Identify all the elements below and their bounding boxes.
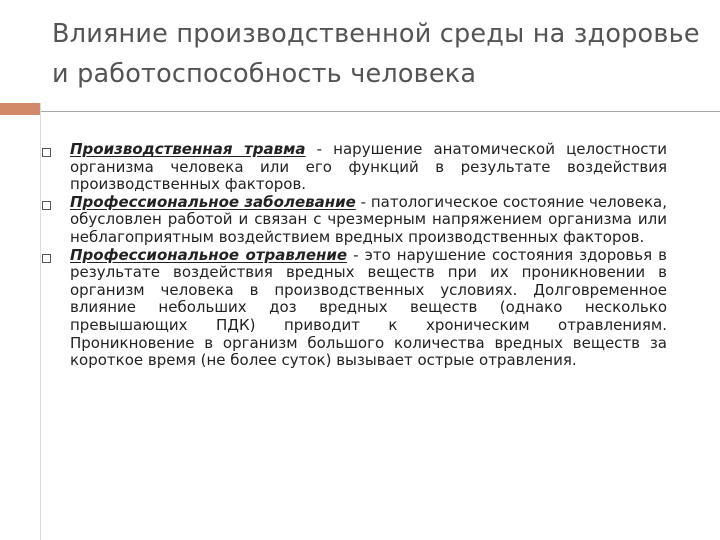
slide-title: Влияние производственной среды на здоровье и работоспособность человека — [52, 19, 700, 89]
square-bullet-icon — [42, 201, 51, 210]
square-bullet-icon — [42, 254, 51, 263]
list-item-injury — [42, 141, 667, 194]
list-item-poisoning — [42, 247, 667, 370]
list-item-text — [70, 141, 667, 194]
square-bullet-icon — [42, 148, 51, 157]
accent-bar — [0, 103, 40, 115]
definition-list — [42, 141, 667, 370]
definition-term: Производственная травма — [70, 140, 306, 158]
list-item-text — [70, 247, 667, 370]
definition-term: Профессиональное заболевание — [70, 192, 356, 211]
list-item-disease — [42, 194, 667, 247]
definition-body: - это нарушение состояния здоровья в результате воздействия вредных веществ при их проникновении в организм человека в производственных условиях. Долговременное влияние небольших доз вредных веществ (однако несколько превышающих ПДК) приводит к хроническим отравлениям. Проникновение в организм большого количества вредных веществ за короткое время (не более суток) вызывает острые отравления. — [70, 245, 667, 370]
vertical-rule — [40, 103, 41, 540]
definition-body: - нарушение анатомической целостности организма человека или его функций в результате воздействия производственных факторов. — [70, 140, 667, 194]
definition-body: - патологическое состояние человека, обусловлен работой и связан с чрезмерным напряжением организма или неблагоприятным воздействием вредных производственных факторов. — [70, 192, 667, 246]
list-item-text — [70, 194, 667, 247]
definition-term: Профессиональное отравление — [70, 245, 348, 264]
title-divider — [40, 111, 720, 112]
